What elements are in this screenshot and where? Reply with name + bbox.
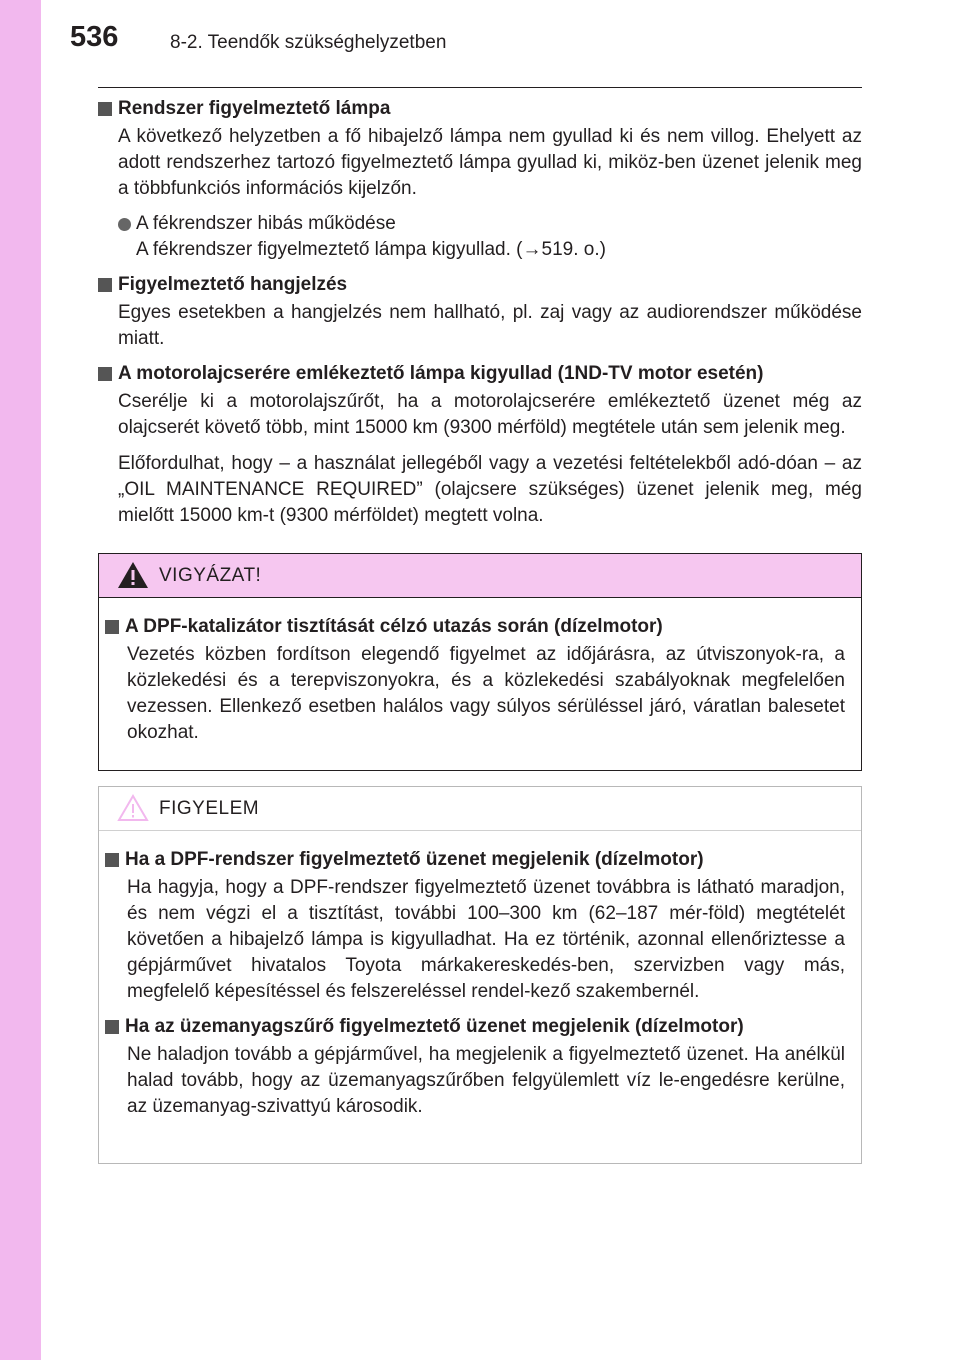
section-heading-text: Rendszer figyelmeztető lámpa <box>118 98 391 119</box>
square-bullet-icon <box>105 620 119 634</box>
main-content <box>98 96 862 529</box>
bullet-title: A fékrendszer hibás működése <box>136 213 396 234</box>
caution-heading-text: A DPF-katalizátor tisztítását célzó utazás során (dízelmotor) <box>125 616 663 637</box>
notice-box-header <box>99 787 861 831</box>
paragraph: A következő helyzetben a fő hibajelző lámpa nem gyullad ki és nem villog. Ehelyett az adott rendszerhez tartozó figyelmeztető lámpa gyullad ki, miköz-ben üzenet jelenik meg a többfunkciós információs kijelzőn. <box>118 126 862 199</box>
square-bullet-icon <box>98 367 112 381</box>
notice-heading <box>105 1014 845 1040</box>
side-tab-bar <box>0 0 41 1360</box>
warning-triangle-icon <box>116 560 150 590</box>
section-title: 8-2. Teendők szükséghelyzetben <box>170 32 447 53</box>
section-heading <box>98 272 862 298</box>
notice-text: Ne haladjon tovább a gépjárművel, ha megjelenik a figyelmeztető üzenet. Ha anélkül halad tovább, hogy az üzemanyagszűrőben felgyülemlett víz le-engedésre kerülne, az üzemanyag-szivattyú károsodik. <box>127 1044 845 1117</box>
square-bullet-icon <box>105 853 119 867</box>
notice-text: Ha hagyja, hogy a DPF-rendszer figyelmeztető üzenet továbbra is látható maradjon, és nem végzi el a tisztítást, további 100–300 km (62–187 mér-föld) megtételét követően a hibajelző lámpa is kigyulladhat. Ha ez történik, azonnal ellenőriztesse a gépjárművet hivatalos Toyota márkakereskedés-ben, szervizben vagy más, megfelelő képesítéssel és felszereléssel rendel-kező szakembernél. <box>127 877 845 1002</box>
section-heading-text: Figyelmeztető hangjelzés <box>118 274 348 295</box>
bullet-text: A fékrendszer figyelmeztető lámpa kigyullad. (→519. o.) <box>136 239 606 260</box>
caution-label: VIGYÁZAT! <box>159 565 262 586</box>
page-number: 536 <box>70 21 119 53</box>
warning-triangle-outline-icon <box>116 793 150 823</box>
caution-box-body <box>99 598 861 746</box>
caution-box <box>98 553 862 771</box>
round-bullet-icon <box>118 218 131 231</box>
caution-heading <box>105 614 845 640</box>
square-bullet-icon <box>105 1020 119 1034</box>
paragraph: Előfordulhat, hogy – a használat jellegéből vagy a vezetési feltételekből adó-dóan – az „OIL MAINTENANCE REQUIRED” (olajcsere szükséges) üzenet jelenik meg, még mielőtt 15000 km-t (9300 mérföldet) megtett volna. <box>118 453 862 526</box>
header-divider <box>98 87 862 88</box>
notice-box-body <box>99 831 861 1120</box>
section-heading <box>98 96 862 122</box>
paragraph: Egyes esetekben a hangjelzés nem hallható, pl. zaj vagy az audiorendszer működése miatt. <box>118 302 862 349</box>
bullet-item <box>118 211 862 263</box>
notice-heading-text: Ha az üzemanyagszűrő figyelmeztető üzenet megjelenik (dízelmotor) <box>125 1016 744 1037</box>
paragraph: Cserélje ki a motorolajszűrőt, ha a motorolajcserére emlékeztető üzenet még az olajcserét követő több, mint 15000 km (9300 mérföld) megtétele után sem jelenik meg. <box>118 391 862 438</box>
notice-heading-text: Ha a DPF-rendszer figyelmeztető üzenet megjelenik (dízelmotor) <box>125 849 704 870</box>
section-heading-text: A motorolajcserére emlékeztető lámpa kigyullad (1ND-TV motor esetén) <box>118 363 764 384</box>
square-bullet-icon <box>98 278 112 292</box>
notice-box <box>98 786 862 1164</box>
section-heading <box>98 361 862 387</box>
notice-heading <box>105 847 845 873</box>
notice-label: FIGYELEM <box>159 798 260 819</box>
caution-text: Vezetés közben fordítson elegendő figyelmet az időjárásra, az útviszonyok-ra, a közlekedési és a terepviszonyokra, és a közlekedési szabályoknak megfelelően vezessen. Ellenkező esetben halálos vagy súlyos sérüléssel járó, váratlan balesetet okozhat. <box>127 644 845 743</box>
caution-box-header <box>99 554 861 598</box>
square-bullet-icon <box>98 102 112 116</box>
